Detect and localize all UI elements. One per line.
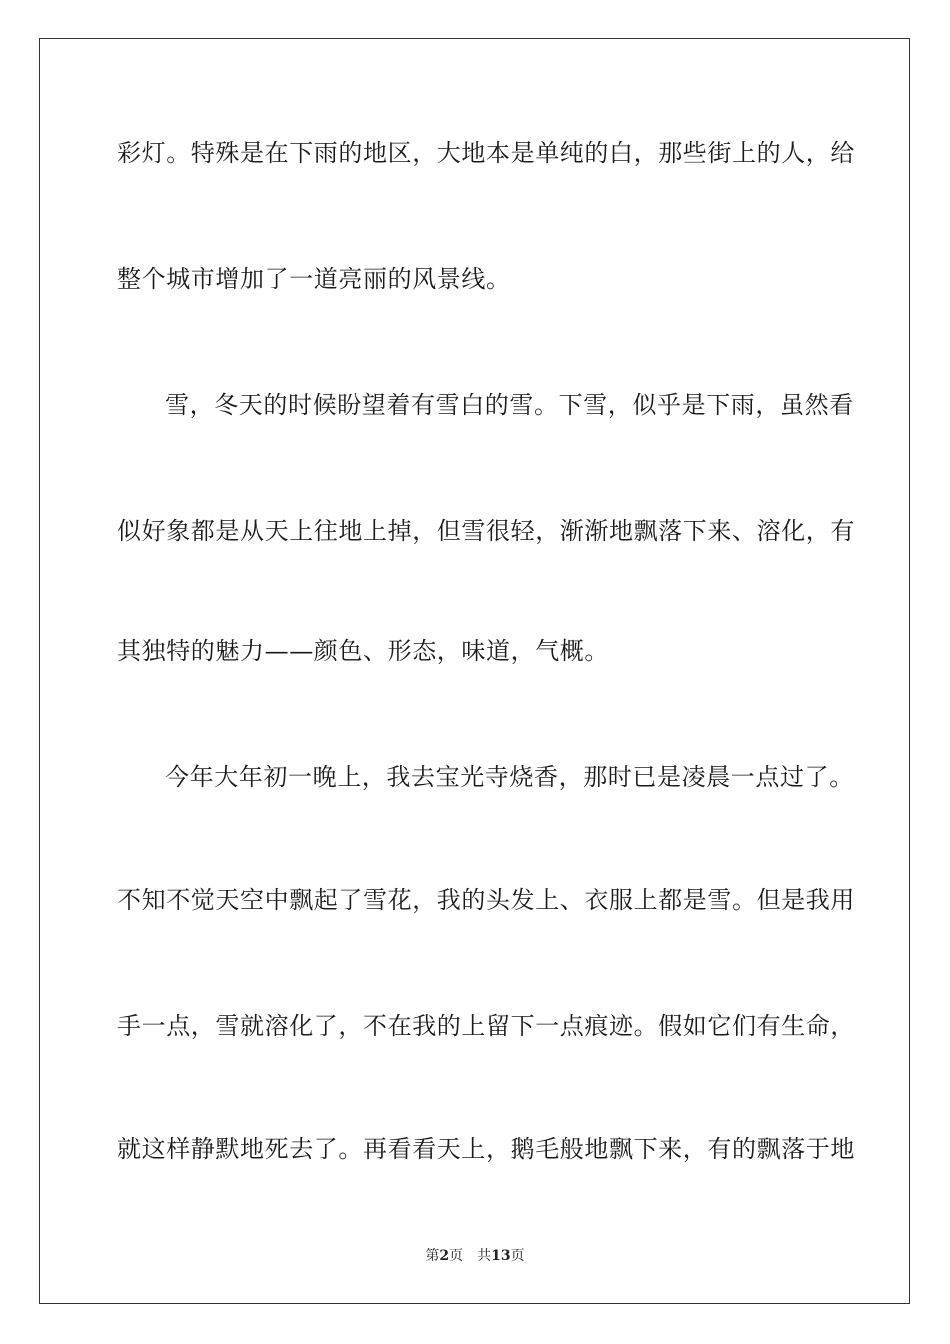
text-line-5: 其独特的魅力——颜色、形态，味道，气概。 <box>117 637 609 665</box>
page-number: 2 <box>439 1248 450 1264</box>
page-footer <box>0 1247 950 1265</box>
text-line-2: 整个城市增加了一道亮丽的风景线。 <box>117 265 511 293</box>
total-prefix: 共 <box>477 1248 492 1264</box>
text-line-8: 手一点，雪就溶化了，不在我的上留下一点痕迹。假如它们有生命， <box>117 1012 855 1040</box>
text-line-7: 不知不觉天空中飘起了雪花，我的头发上、衣服上都是雪。但是我用 <box>117 886 855 914</box>
page-prefix: 第 <box>425 1248 440 1264</box>
text-line-1: 彩灯。特殊是在下雨的地区，大地本是单纯的白，那些街上的人，给 <box>117 139 855 167</box>
text-line-3: 雪，冬天的时候盼望着有雪白的雪。下雪，似乎是下雨，虽然看 <box>165 391 854 419</box>
page-border <box>39 38 910 1304</box>
total-suffix: 页 <box>510 1248 525 1264</box>
total-pages: 13 <box>491 1248 511 1264</box>
page-suffix: 页 <box>449 1248 464 1264</box>
text-line-6: 今年大年初一晚上，我去宝光寺烧香，那时已是凌晨一点过了。 <box>165 763 854 791</box>
text-line-9: 就这样静默地死去了。再看看天上，鹅毛般地飘下来，有的飘落于地 <box>117 1135 855 1163</box>
text-line-4: 似好象都是从天上往地上掉，但雪很轻，渐渐地飘落下来、溶化，有 <box>117 517 855 545</box>
